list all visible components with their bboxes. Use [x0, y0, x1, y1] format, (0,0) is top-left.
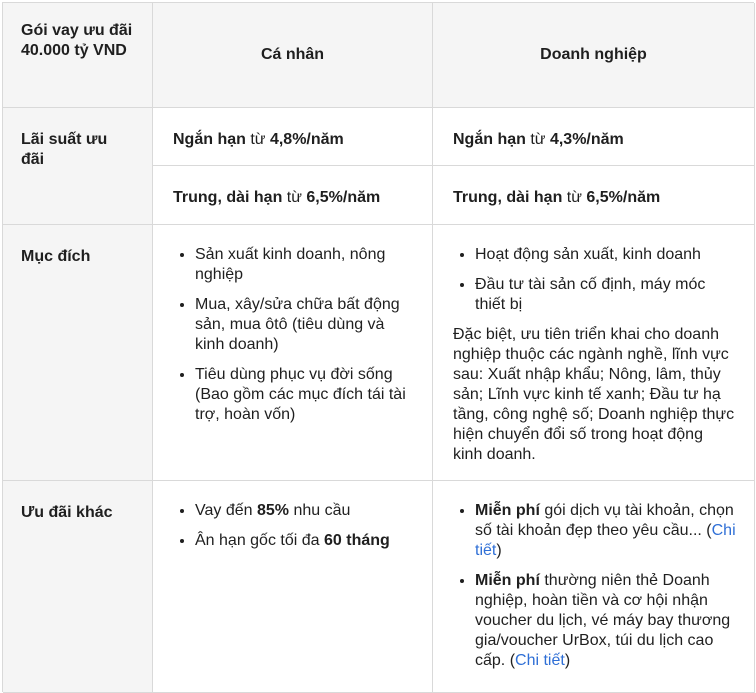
row-header-purpose-text: Mục đích	[21, 248, 91, 265]
column-header-personal	[153, 3, 433, 108]
purpose-personal	[153, 225, 433, 481]
column-header-business-text: Doanh nghiệp	[540, 46, 647, 63]
interest-long-personal-term: Trung, dài hạn	[173, 189, 283, 206]
free-label: Miễn phí	[475, 502, 540, 519]
interest-short-business-rate: 4,3%/năm	[549, 131, 624, 148]
interest-long-business-rate: 6,5%/năm	[586, 189, 661, 206]
other-benefits-business-list	[453, 501, 736, 671]
row-header-purpose	[3, 225, 153, 481]
row-header-other-benefits	[3, 481, 153, 693]
interest-long-personal-rate: 6,5%/năm	[306, 189, 381, 206]
benefit-loan-percent: 85%	[256, 502, 290, 519]
purpose-business	[433, 225, 755, 481]
row-header-interest	[3, 108, 153, 225]
details-link[interactable]: Chi tiết	[515, 652, 565, 669]
list-item: • Sản xuất kinh doanh, nông nghiệp	[195, 245, 414, 285]
interest-short-business	[433, 108, 755, 166]
interest-long-business-from: từ	[566, 189, 582, 206]
interest-short-personal-term: Ngắn hạn	[173, 131, 246, 148]
free-card-text: thường niên thẻ Doanh nghiệp, hoàn tiền và cơ hội nhận voucher du lịch, vé máy bay thương gia/voucher UrBox, túi du lịch cao cấp. (	[475, 572, 731, 669]
corner-header-text: Gói vay ưu đãi 40.000 tỷ VND	[21, 22, 133, 59]
close-paren: )	[564, 652, 571, 669]
free-label: Miễn phí	[475, 572, 540, 589]
list-item	[475, 571, 736, 671]
column-header-business	[433, 3, 755, 108]
loan-table	[2, 2, 754, 692]
close-paren: )	[496, 542, 502, 559]
purpose-business-note: Đặc biệt, ưu tiên triển khai cho doanh nghiệp thuộc các ngành nghề, lĩnh vực sau: Xuất nhập khẩu; Nông, lâm, thủy sản; Lĩnh vực kinh tế xanh; Đầu tư hạ tầng, công nghệ số; Doanh nghiệp thực hiện chuyển đổi số trong hoạt động kinh doanh.	[453, 326, 735, 463]
interest-short-personal	[153, 108, 433, 166]
interest-short-personal-rate: 4,8%/năm	[269, 131, 344, 148]
free-account-text: gói dịch vụ tài khoản, chọn số tài khoản đẹp theo yêu cầu... (	[475, 502, 734, 539]
list-item	[475, 501, 736, 561]
benefit-grace-months: 60 tháng	[324, 532, 390, 549]
benefit-loan-text: Vay đến	[195, 502, 253, 519]
details-link[interactable]: Chi tiết	[475, 522, 736, 559]
corner-header	[3, 3, 153, 108]
interest-long-personal	[153, 166, 433, 225]
interest-short-personal-from: từ	[250, 131, 266, 148]
list-item	[195, 531, 414, 551]
interest-short-business-term: Ngắn hạn	[453, 131, 526, 148]
purpose-business-list	[453, 245, 736, 315]
interest-short-business-from: từ	[530, 131, 546, 148]
benefit-grace-text: Ân hạn gốc tối đa	[195, 532, 320, 549]
interest-long-business-term: Trung, dài hạn	[453, 189, 563, 206]
interest-long-business	[433, 166, 755, 225]
list-item: • Tiêu dùng phục vụ đời sống (Bao gồm các mục đích tái tài trợ, hoàn vốn)	[195, 365, 414, 425]
list-item: • Mua, xây/sửa chữa bất động sản, mua ôtô (tiêu dùng và kinh doanh)	[195, 295, 414, 355]
other-benefits-business	[433, 481, 755, 693]
purpose-personal-list	[173, 245, 414, 425]
interest-long-personal-from: từ	[286, 189, 302, 206]
row-header-interest-text: Lãi suất ưu đãi	[21, 131, 108, 168]
other-benefits-personal-list	[173, 501, 414, 551]
list-item: • Hoạt động sản xuất, kinh doanh	[475, 245, 736, 265]
benefit-loan-suffix: nhu cầu	[293, 502, 351, 519]
row-header-other-benefits-text: Ưu đãi khác	[21, 504, 113, 521]
column-header-personal-text: Cá nhân	[260, 46, 325, 63]
other-benefits-personal	[153, 481, 433, 693]
list-item	[195, 501, 414, 521]
list-item: • Đầu tư tài sản cố định, máy móc thiết bị	[475, 275, 736, 315]
